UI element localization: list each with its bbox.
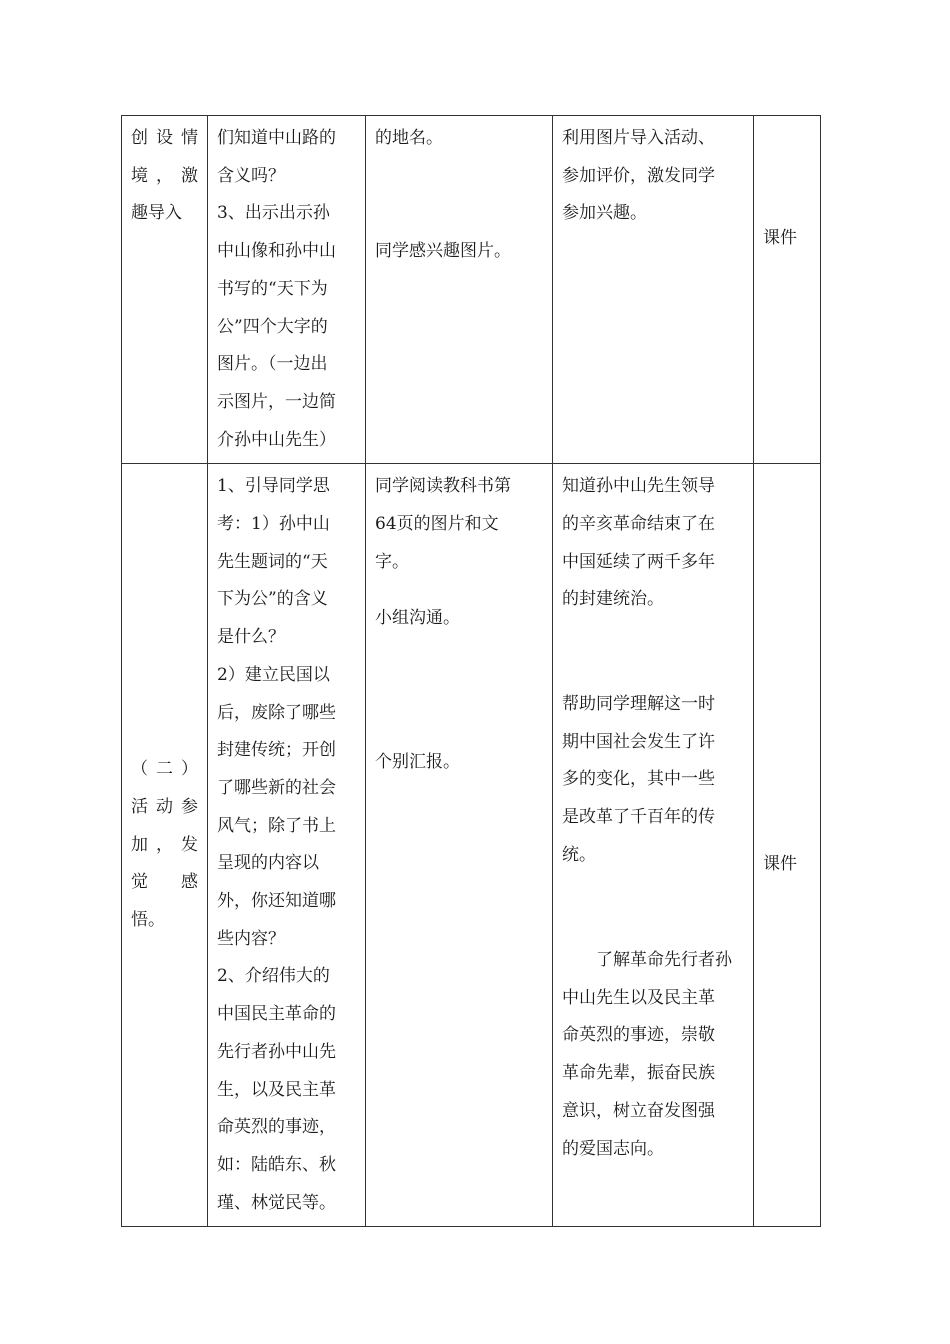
teacher-line: 些内容？ bbox=[217, 928, 285, 949]
teacher-line: 外，你还知道哪 bbox=[217, 891, 336, 912]
teacher-line: 们知道中山路的 bbox=[217, 128, 336, 148]
design-intent-cell bbox=[553, 464, 754, 1227]
student-activity-cell bbox=[366, 116, 553, 464]
student-line: 字。 bbox=[375, 551, 409, 572]
intent-line: 革命先辈，振奋民族 bbox=[562, 1063, 715, 1084]
teacher-line: 含义吗？ bbox=[217, 165, 285, 186]
intent-line: 中国延续了两千多年 bbox=[562, 551, 715, 572]
intent-line: 的爱国志向。 bbox=[562, 1138, 664, 1159]
teacher-activity-cell bbox=[208, 116, 366, 464]
teacher-line: 先生题词的“天 bbox=[217, 551, 328, 572]
teacher-line: 后，废除了哪些 bbox=[217, 702, 336, 723]
teacher-line: 封建传统；开创 bbox=[217, 740, 336, 761]
student-line: 同学感兴趣图片。 bbox=[375, 241, 511, 262]
student-line: 小组沟通。 bbox=[375, 608, 460, 629]
intent-line: 命英烈的事迹，崇敬 bbox=[562, 1025, 715, 1046]
intent-line: 了解革命先行者孙 bbox=[596, 950, 732, 971]
stage-line: 加，发 bbox=[131, 834, 198, 855]
stage-line: 创设情 bbox=[131, 128, 198, 148]
student-line: 64页的图片和文 bbox=[375, 514, 499, 535]
stage-cell bbox=[122, 464, 208, 1227]
stage-line: （二） bbox=[131, 759, 198, 780]
intent-line: 期中国社会发生了许 bbox=[562, 731, 715, 752]
intent-line: 统。 bbox=[562, 844, 596, 865]
intent-line: 中山先生以及民主革 bbox=[562, 987, 715, 1008]
student-line: 的地名。 bbox=[375, 128, 443, 148]
resource-cell bbox=[754, 116, 821, 464]
teacher-line: 考：1）孙中山 bbox=[217, 514, 330, 535]
resource-label: 课件 bbox=[763, 228, 797, 248]
teacher-line: 风气；除了书上 bbox=[217, 815, 336, 836]
student-line: 个别汇报。 bbox=[375, 751, 460, 772]
teacher-line: 3、出示出示孙 bbox=[217, 203, 330, 224]
teacher-line: 2、介绍伟大的 bbox=[217, 966, 330, 987]
stage-line: 境，激 bbox=[131, 165, 198, 186]
stage-line: 觉 感 bbox=[131, 872, 198, 893]
teacher-line: 了哪些新的社会 bbox=[217, 777, 336, 798]
teacher-line: 2）建立民国以 bbox=[217, 664, 330, 685]
intent-line: 的封建统治。 bbox=[562, 589, 664, 610]
intent-line: 帮助同学理解这一时 bbox=[562, 693, 715, 714]
teacher-line: 公”四个大字的 bbox=[217, 316, 328, 337]
teacher-line: 下为公”的含义 bbox=[217, 589, 328, 610]
teacher-line: 生，以及民主革 bbox=[217, 1079, 336, 1100]
intent-line: 的辛亥革命结束了在 bbox=[562, 514, 715, 535]
intent-line: 参加兴趣。 bbox=[562, 203, 647, 224]
intent-line: 多的变化，其中一些 bbox=[562, 769, 715, 790]
teacher-line: 中国民主革命的 bbox=[217, 1004, 336, 1025]
teacher-line: 是什么？ bbox=[217, 627, 285, 648]
resource-label: 课件 bbox=[763, 854, 797, 875]
teacher-line: 介孙中山先生） bbox=[217, 429, 336, 450]
teacher-line: 命英烈的事迹， bbox=[217, 1117, 336, 1138]
intent-line: 参加评价，激发同学 bbox=[562, 165, 715, 186]
teacher-line: 如：陆皓东、秋 bbox=[217, 1154, 336, 1175]
teacher-line: 瑾、林觉民等。 bbox=[217, 1192, 336, 1213]
table-row bbox=[122, 464, 821, 1227]
teacher-line: 1、引导同学思 bbox=[217, 476, 330, 497]
intent-line: 是改革了千百年的传 bbox=[562, 806, 715, 827]
intent-line: 利用图片导入活动、 bbox=[562, 128, 715, 148]
teacher-line: 先行者孙中山先 bbox=[217, 1041, 336, 1062]
teacher-line: 图片。（一边出 bbox=[217, 354, 328, 375]
teacher-line: 中山像和孙中山 bbox=[217, 241, 336, 262]
teacher-line: 书写的“天下为 bbox=[217, 278, 328, 299]
stage-line: 趣导入 bbox=[131, 203, 182, 224]
stage-line: 活动参 bbox=[131, 796, 198, 817]
table-row bbox=[122, 116, 821, 464]
teacher-activity-cell bbox=[208, 464, 366, 1227]
intent-line: 知道孙中山先生领导 bbox=[562, 476, 715, 497]
stage-cell bbox=[122, 116, 208, 464]
intent-line: 意识，树立奋发图强 bbox=[562, 1100, 715, 1121]
lesson-plan-table bbox=[121, 115, 821, 1227]
resource-cell bbox=[754, 464, 821, 1227]
student-activity-cell bbox=[366, 464, 553, 1227]
stage-line: 悟。 bbox=[131, 909, 165, 930]
student-line: 同学阅读教科书第 bbox=[375, 476, 511, 497]
teacher-line: 呈现的内容以 bbox=[217, 853, 319, 874]
teacher-line: 示图片，一边简 bbox=[217, 391, 336, 412]
design-intent-cell bbox=[553, 116, 754, 464]
